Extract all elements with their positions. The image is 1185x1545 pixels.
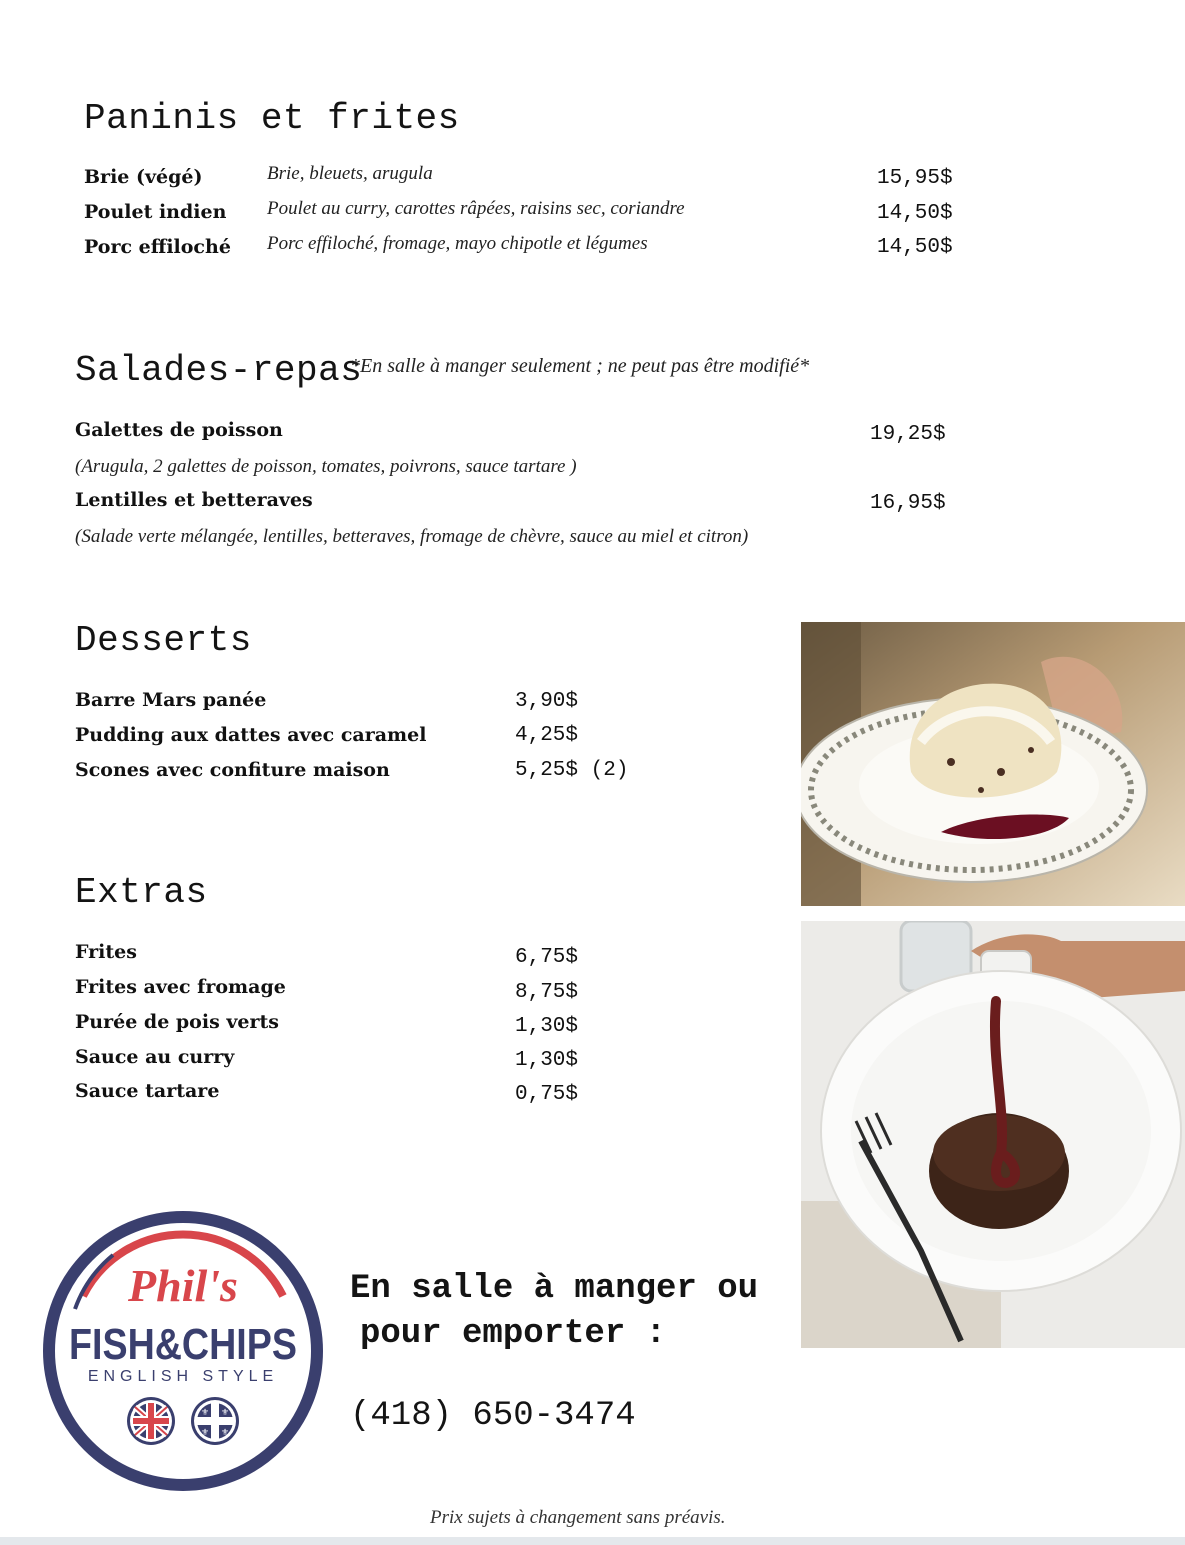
bottom-divider	[0, 1537, 1185, 1545]
menu-item-price: 1,30$	[515, 1015, 579, 1038]
contact-line-1: En salle à manger ou	[350, 1270, 759, 1308]
svg-text:⚜: ⚜	[200, 1428, 210, 1438]
quebec-flag-icon	[191, 1397, 239, 1445]
section-title-salades: Salades-repas	[75, 350, 363, 391]
svg-text:⚜: ⚜	[200, 1408, 210, 1418]
svg-text:⚜: ⚜	[220, 1428, 230, 1438]
menu-item-name: Pudding aux dattes avec caramel	[75, 724, 427, 746]
menu-item-price: 14,50$	[877, 202, 953, 225]
menu-item-name: Sauce au curry	[75, 1046, 235, 1068]
menu-item-name: Purée de pois verts	[75, 1011, 279, 1033]
menu-item-description: (Salade verte mélangée, lentilles, betteraves, fromage de chèvre, sauce au miel et citron)	[75, 526, 749, 547]
phone-number[interactable]: (418) 650-3474	[350, 1397, 636, 1435]
price-disclaimer: Prix sujets à changement sans préavis.	[430, 1507, 726, 1528]
menu-item-price: 6,75$	[515, 946, 579, 969]
svg-text:⚜: ⚜	[220, 1408, 230, 1418]
menu-item-name: Frites avec fromage	[75, 976, 286, 998]
menu-item-price: 1,30$	[515, 1049, 579, 1072]
scone-photo-image	[801, 622, 1185, 906]
contact-line-2: pour emporter :	[360, 1315, 667, 1353]
menu-item-price: 19,25$	[870, 423, 946, 446]
menu-item-description: Porc effiloché, fromage, mayo chipotle et légumes	[267, 233, 648, 254]
menu-item-name: Scones avec confiture maison	[75, 759, 390, 781]
menu-item-description: Poulet au curry, carottes râpées, raisins sec, coriandre	[267, 198, 685, 219]
logo-emblem-icon	[43, 1211, 323, 1491]
salades-note: *En salle à manger seulement ; ne peut pas être modifié*	[350, 355, 810, 377]
menu-item-price: 14,50$	[877, 236, 953, 259]
menu-item-name: Porc effiloché	[84, 236, 231, 258]
chocolate-cake-photo	[801, 921, 1185, 1348]
menu-item-price: 15,95$	[877, 167, 953, 190]
logo-main-text: FISH&CHIPS	[69, 1320, 297, 1369]
menu-item-name: Frites	[75, 941, 137, 963]
menu-item-price: 16,95$	[870, 492, 946, 515]
menu-item-name: Brie (végé)	[84, 166, 203, 188]
menu-item-name: Poulet indien	[84, 201, 227, 223]
menu-item-price: 3,90$	[515, 690, 579, 713]
menu-item-price: 5,25$ (2)	[515, 759, 629, 782]
phils-fish-and-chips-logo	[43, 1211, 323, 1491]
scone-photo	[801, 622, 1185, 906]
menu-item-name: Galettes de poisson	[75, 419, 283, 441]
menu-item-price: 0,75$	[515, 1083, 579, 1106]
uk-flag-icon	[127, 1397, 175, 1445]
menu-item-price: 4,25$	[515, 724, 579, 747]
menu-item-name: Barre Mars panée	[75, 689, 267, 711]
logo-sub-text: ENGLISH STYLE	[87, 1368, 279, 1385]
logo-script-text: Phil's	[128, 1260, 238, 1311]
chocolate-cake-photo-image	[801, 921, 1185, 1348]
section-title-paninis: Paninis et frites	[84, 98, 460, 139]
menu-item-name: Sauce tartare	[75, 1080, 220, 1102]
section-title-desserts: Desserts	[75, 620, 252, 661]
section-title-extras: Extras	[75, 872, 208, 913]
menu-item-name: Lentilles et betteraves	[75, 489, 313, 511]
menu-item-description: Brie, bleuets, arugula	[267, 163, 433, 184]
menu-item-price: 8,75$	[515, 981, 579, 1004]
menu-item-description: (Arugula, 2 galettes de poisson, tomates, poivrons, sauce tartare )	[75, 456, 577, 477]
